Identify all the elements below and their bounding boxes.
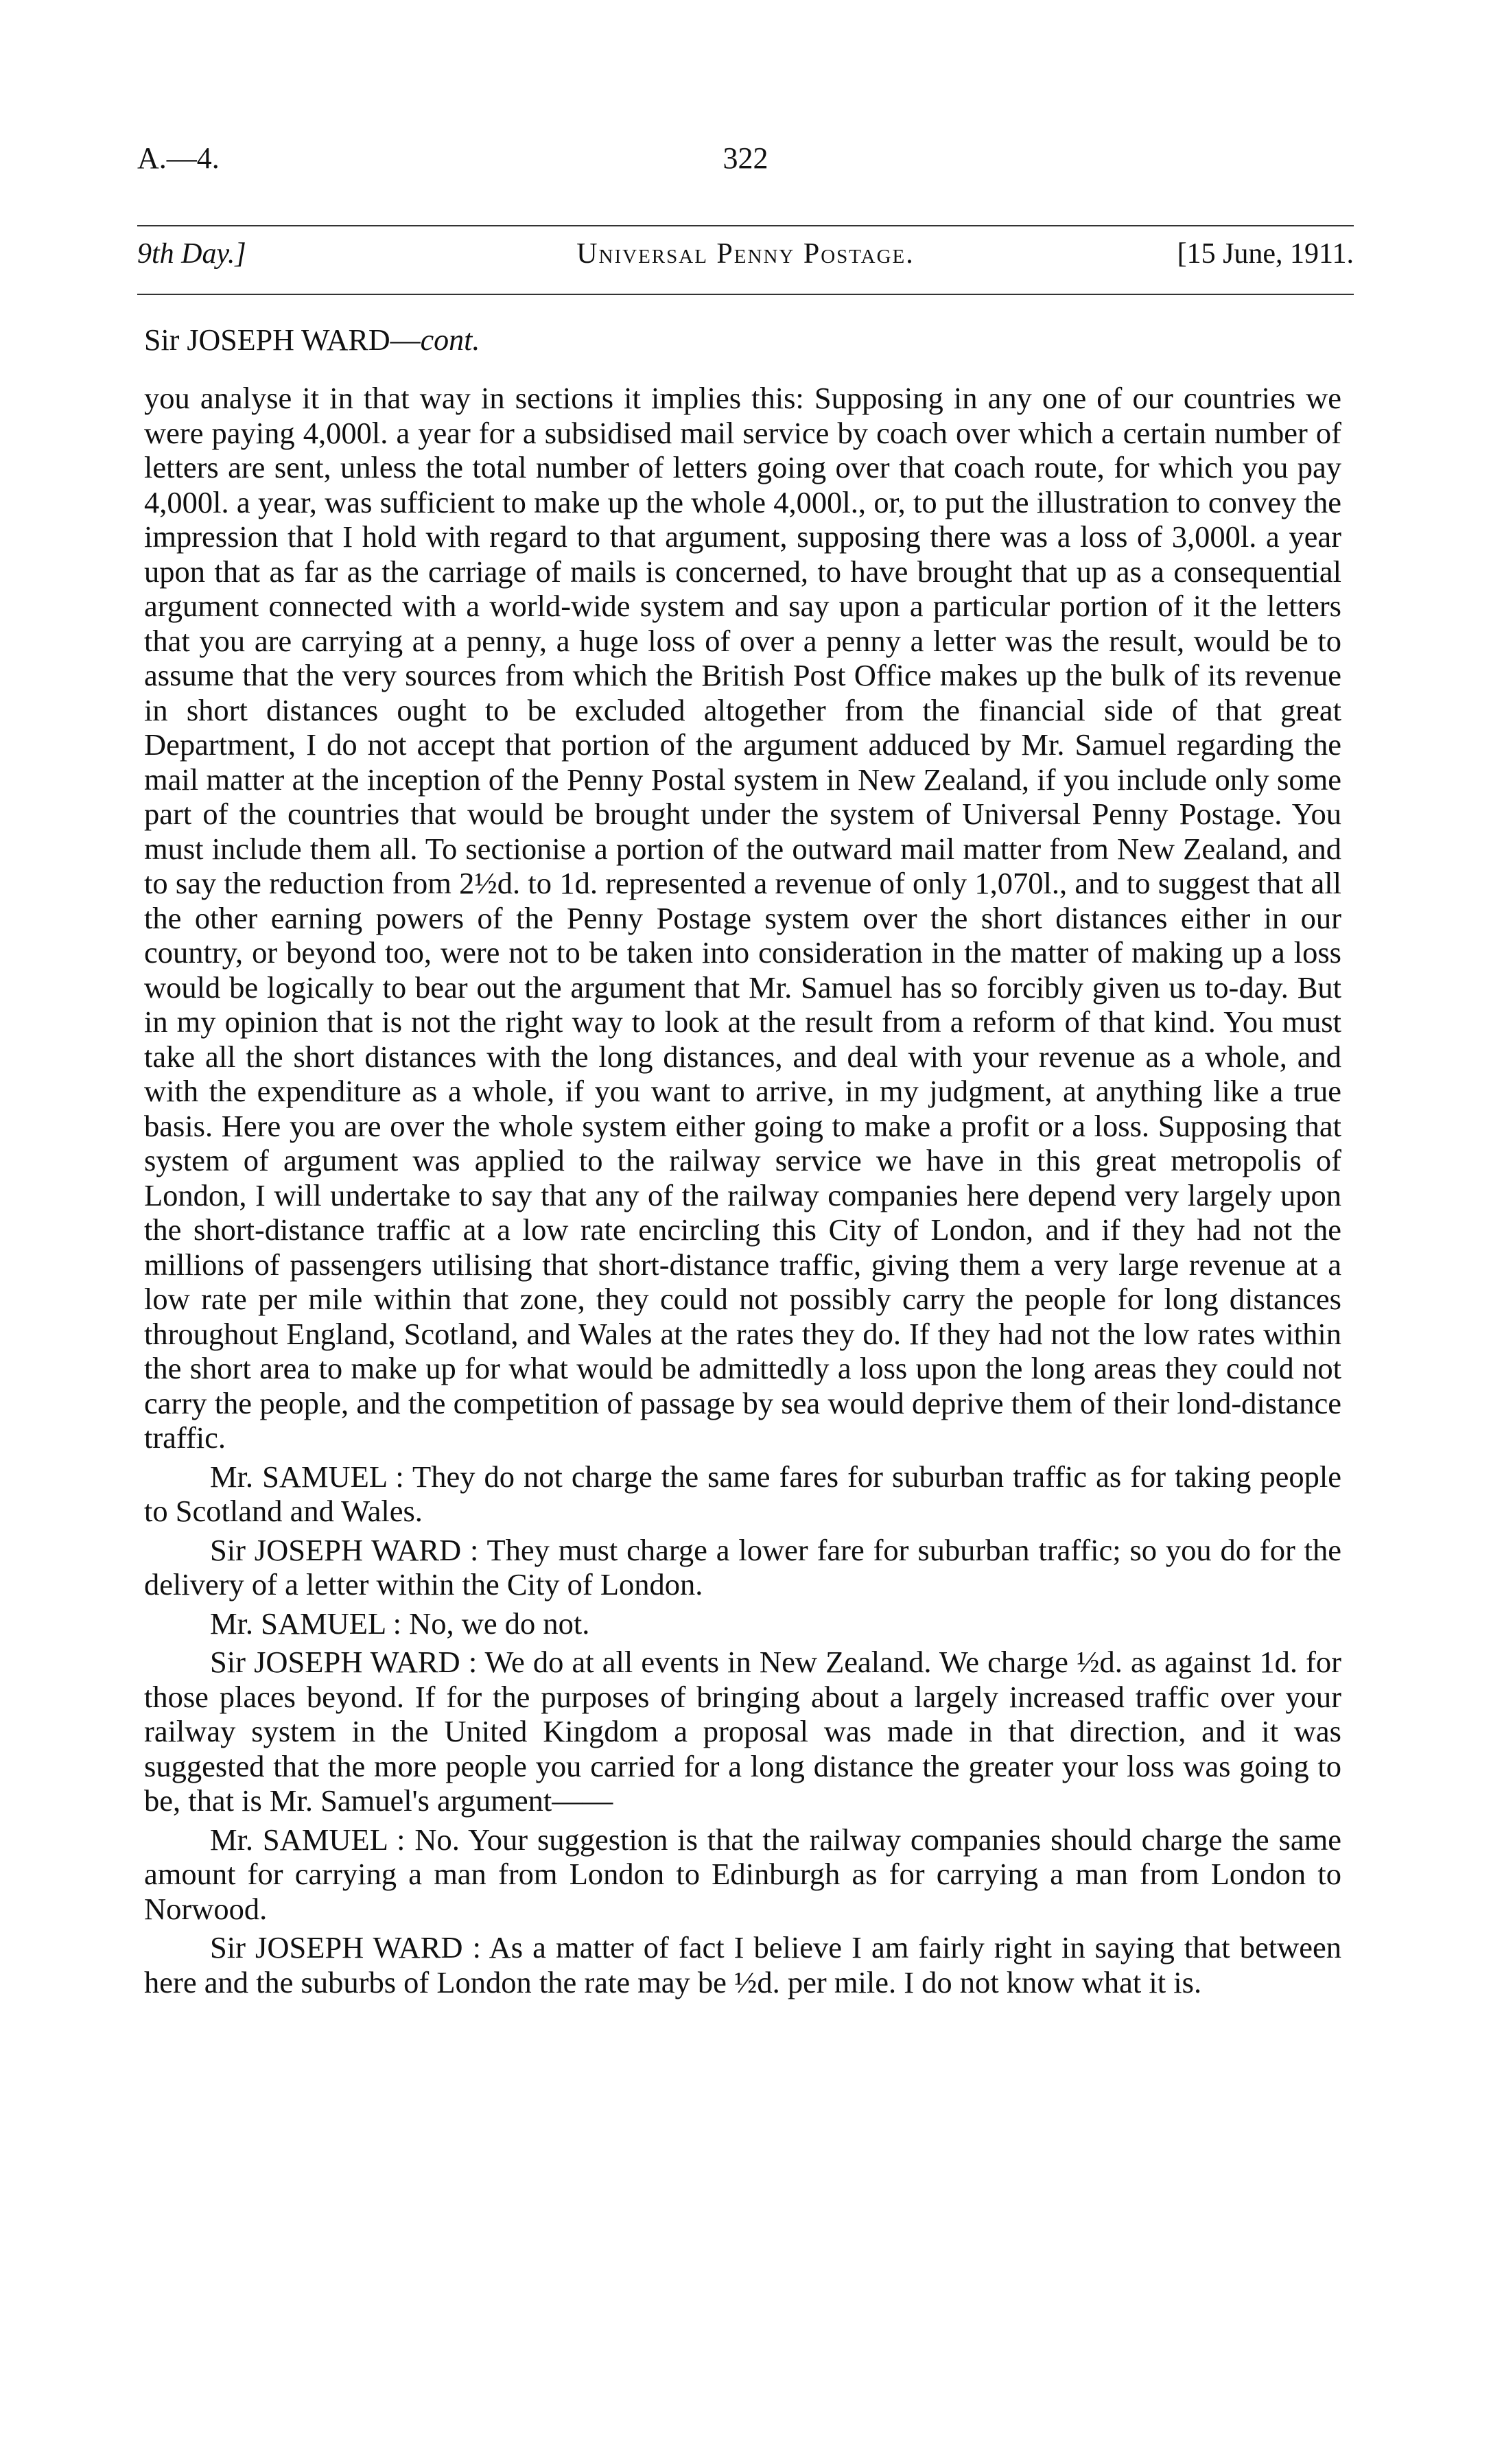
paragraph xyxy=(144,1645,1341,1818)
paragraph-text: you analyse it in that way in sections it implies this: Supposing in any one of our countries we were paying 4,000l. a year for a subsidised mail service by coach over which a certain number of letters are sent, unless the total number of letters going over that coach route, for which you pay 4,000l. a year, was sufficient to make up the whole 4,000l., or, to put the illustration to convey the impression that I hold with regard to that argument, supposing there was a loss of 3,000l. a year upon that as far as the carriage of mails is concerned, to have brought that up as a consequential argument connected with a world-wide system and say upon a particular portion of it the letters that you are carrying at a penny, a huge loss of over a penny a letter was the result, would be to assume that the very sources from which the British Post Office makes up the bulk of its revenue in short distances ought to be excluded altogether from the financial side of that great Department, I do not accept that portion of the argument adduced by Mr. Samuel regarding the mail matter at the inception of the Penny Postal system in New Zealand, if you include only some part of the countries that would be brought under the system of Universal Penny Postage. You must include them all. To sectionise a portion of the outward mail matter from New Zealand, and to say the reduction from 2½d. to 1d. represented a revenue of only 1,070l., and to suggest that all the other earning powers of the Penny Postage system over the short distances either in our country, or beyond too, were not to be taken into consideration in the matter of making up a loss would be logically to bear out the argument that Mr. Samuel has so forcibly given us to-day. But in my opinion that is not the right way to look at the result from a reform of that kind. You must take all the short distances with the long distances, and deal with your revenue as a whole, and with the expenditure as a whole, if you want to arrive, in my judgment, at anything like a true basis. Here you are over the whole system either going to make a profit or a loss. Supposing that system of argument was applied to the railway service we have in this great metropolis of London, I will undertake to say that any of the railway companies here depend very largely upon the short-distance traffic at a low rate encircling this City of London, and if they had not the millions of passengers utilising that short-distance traffic, giving them a very large revenue at a low rate per mile within that zone, they could not possibly carry the people for long distances throughout England, Scotland, and Wales at the rates they do. If they had not the low rates within the short area to make up for what would be admittedly a loss upon the long areas they could not carry the people, and the competition of passage by sea would deprive them of their lond-distance traffic. xyxy=(144,381,1341,1455)
running-head-date: [15 June, 1911. xyxy=(1177,238,1354,270)
paragraph-text: They do not charge the same fares for suburban traffic as for taking people to Scotland and Wales. xyxy=(144,1459,1341,1528)
paragraph xyxy=(144,1533,1341,1602)
header-rule-bottom xyxy=(137,294,1354,295)
paragraph xyxy=(144,1606,1341,1641)
paragraph-text: No, we do not. xyxy=(401,1606,590,1641)
speaker-label: Sir JOSEPH WARD : xyxy=(210,1930,482,1964)
paragraph-text: We do at all events in New Zealand. We charge ½d. as against 1d. for those places beyond. If for the purposes of bringing about a largely increased traffic over your railway system in the United Kingdom a proposal was made in that direction, and it was suggested that the more people you carried for a long distance the greater your loss was going to be, that is Mr. Samuel's argument—— xyxy=(144,1645,1341,1818)
transcript-body xyxy=(144,381,1341,2004)
speaker-label: Mr. SAMUEL : xyxy=(210,1606,401,1641)
speaker-label: Sir JOSEPH WARD : xyxy=(210,1645,478,1679)
speaker-label: Sir JOSEPH WARD : xyxy=(210,1532,479,1567)
speaker-label: Mr. SAMUEL : xyxy=(210,1822,406,1857)
speaker-heading-name: Sir JOSEPH WARD— xyxy=(144,323,421,357)
speaker-heading xyxy=(144,322,480,357)
paragraph xyxy=(144,1459,1341,1529)
running-head-title: Universal Penny Postage. xyxy=(576,238,915,270)
paragraph-text: They must charge a lower fare for suburban traffic; so you do for the delivery of a letter within the City of London. xyxy=(144,1532,1341,1601)
paragraph-text: No. Your suggestion is that the railway companies should charge the same amount for carrying a man from London to Edinburgh as for carrying a man from London to Norwood. xyxy=(144,1822,1341,1926)
document-reference: A.—4. xyxy=(137,141,220,175)
speaker-heading-cont: cont. xyxy=(420,323,480,357)
speaker-label: Mr. SAMUEL : xyxy=(210,1459,404,1494)
paragraph xyxy=(144,1822,1341,1927)
running-head-day: 9th Day.] xyxy=(137,238,246,270)
running-head xyxy=(137,237,1354,281)
page-number: 322 xyxy=(723,141,768,175)
page-header xyxy=(137,141,1354,189)
paragraph xyxy=(144,1930,1341,1999)
header-rule-top xyxy=(137,225,1354,226)
paragraph-text: As a matter of fact I believe I am fairly right in saying that between here and the suburbs of London the rate may be ½d. per mile. I do not know what it is. xyxy=(144,1930,1341,1999)
paragraph xyxy=(144,381,1341,1455)
